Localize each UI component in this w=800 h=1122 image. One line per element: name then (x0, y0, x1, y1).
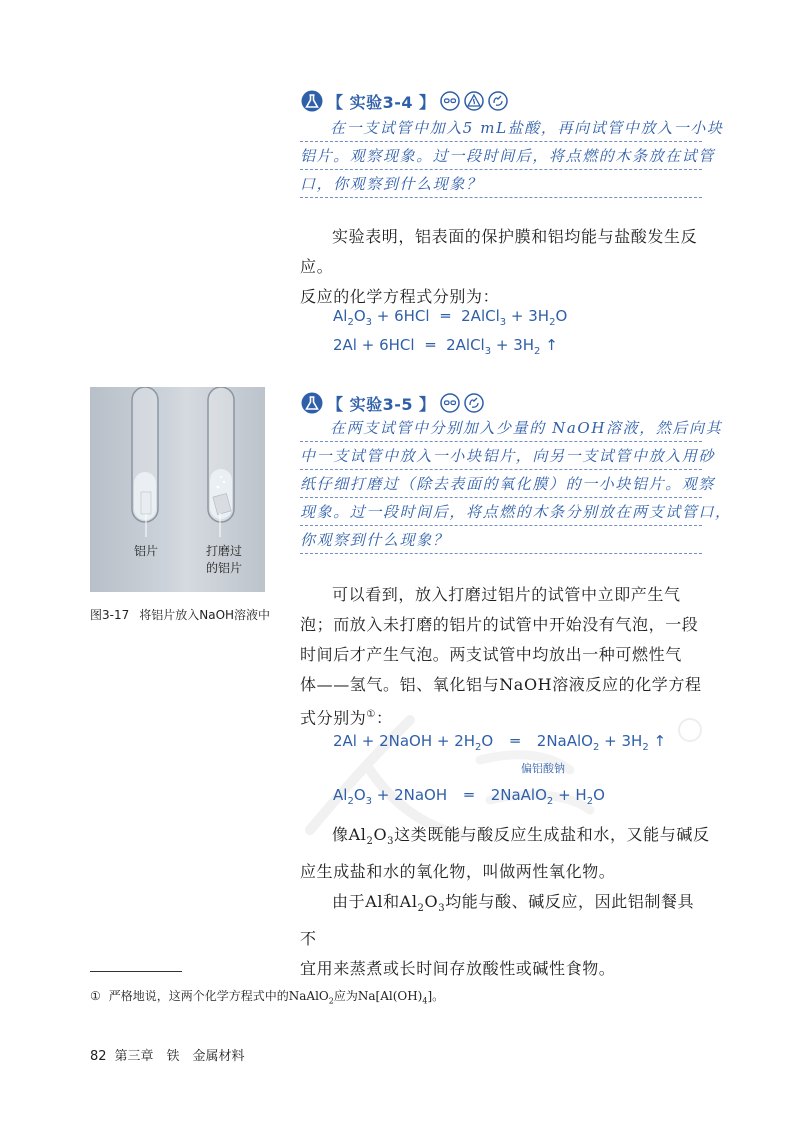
gas-arrow: ↑ (545, 336, 558, 354)
experiment-flask-icon (301, 392, 323, 414)
goggles-safety-icon (440, 91, 460, 111)
hand-wash-icon (488, 91, 508, 111)
gas-arrow: ↑ (653, 732, 667, 750)
experiment-flask-icon (301, 90, 323, 112)
paragraph-line: 应生成盐和水的氧化物，叫做两性氧化物。 (300, 862, 616, 882)
instruction-line: 铝片。观察现象。过一段时间后，将点燃的木条放在试管 (300, 142, 702, 170)
paragraph-line: 时间后才产生气泡。两支试管中均放出一种可燃性气 (300, 645, 682, 664)
footnote-divider (90, 971, 182, 972)
paragraph-line: 宜用来蒸煮或长时间存放酸性或碱性食物。 (300, 959, 616, 979)
label-aluminum-foil: 铝片 (134, 544, 159, 558)
sodium-metaaluminate-note: 偏铝酸钠 (521, 762, 565, 775)
experiment-3-4-header (301, 88, 508, 114)
footnote-reference: ① (366, 709, 376, 720)
instruction-line: 你观察到什么现象？ (300, 526, 702, 554)
page-number: 82 (90, 1049, 107, 1064)
instruction-line: 纸仔细打磨过（除去表面的氧化膜）的一小块铝片。观察 (300, 470, 702, 498)
experiment-title: 【 实验3-5 】 (327, 394, 436, 414)
paragraph-line: 由于Al和$Al_2O_3$均能与酸、碱反应，因此铝制餐具不 (300, 892, 695, 949)
test-tubes-photo (90, 387, 265, 592)
paragraph-line: 反应的化学方程式分别为： (300, 287, 500, 306)
equation-aluminum-naoh: 2Al + 2NaOH + $2H_2O$ ═ 2NaAlO$_2$ + $3H_2$ ↑ (333, 732, 667, 753)
label-polished-aluminum: 打磨过 的铝片 (206, 544, 243, 575)
instruction-line: 在两支试管中分别加入少量的 NaOH溶液，然后向其 (300, 414, 702, 442)
paragraph-amphoteric-oxide (300, 820, 710, 984)
page-footer (90, 1045, 245, 1064)
paragraph-line: 式分别为①： (300, 708, 393, 728)
paragraph-line: 泡；而放入未打磨的铝片的试管中开始没有气泡，一段 (300, 615, 699, 634)
experiment-3-4-instructions (300, 114, 724, 198)
goggles-safety-icon (440, 393, 460, 413)
paragraph-line: 体——氢气。铝、氧化铝与NaOH溶液反应的化学方程 (300, 675, 702, 694)
equation-alumina-naoh: $Al_2O_3$ + 2NaOH ═ 2NaAlO$_2$ + $H_2O$ (333, 786, 605, 807)
paragraph-line: 实验表明，铝表面的保护膜和铝均能与盐酸发生反应。 (300, 227, 698, 276)
paragraph-reaction-with-acid (300, 222, 710, 312)
equation-aluminum-hcl: 2Al + 6HCl ═ 2AlCl$_3$ + $3H_2$ ↑ (333, 336, 558, 357)
equation-alumina-hcl: $Al_2O_3 + 6HCl$ ═ 2AlCl$_3$ + $3H_2O$ (333, 307, 568, 328)
figure-caption: 图3-17 将铝片放入NaOH溶液中 (90, 608, 271, 622)
paragraph-line: 像$Al_2O_3$这类既能与酸反应生成盐和水，又能与碱反 (332, 825, 710, 848)
instruction-line: 在一支试管中加入5 mL盐酸，再向试管中放入一小块 (300, 114, 702, 142)
paragraph-line: 可以看到，放入打磨过铝片的试管中立即产生气 (332, 585, 681, 604)
instruction-line: 现象。过一段时间后，将点燃的木条分别放在两支试管口， (300, 498, 702, 526)
instruction-line: 口，你观察到什么现象？ (300, 170, 702, 198)
experiment-3-5-header (301, 390, 484, 416)
instruction-line: 中一支试管中放入一小块铝片，向另一支试管中放入用砂 (300, 442, 702, 470)
hand-wash-icon (464, 393, 484, 413)
heat-warning-icon (464, 91, 484, 111)
footnote: ① 严格地说，这两个化学方程式中的NaAlO$_2$应为$Na[Al(OH)_4]$。 (90, 989, 445, 1006)
chapter-title: 第三章 铁 金属材料 (114, 1049, 245, 1064)
experiment-title: 【 实验3-4 】 (327, 92, 436, 112)
experiment-3-5-instructions (300, 414, 732, 554)
